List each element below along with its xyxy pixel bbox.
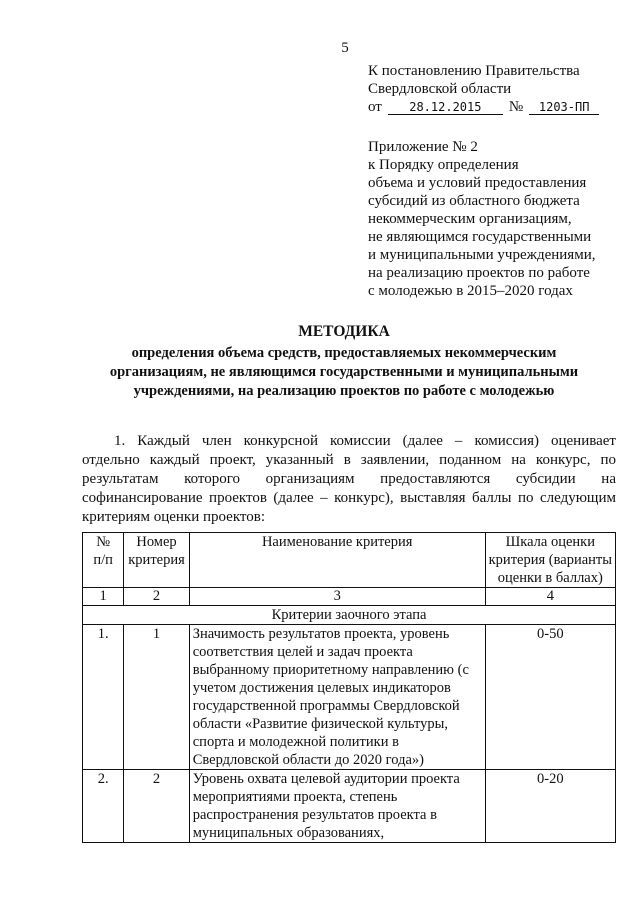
header-text: п/п [93, 552, 113, 568]
criteria-table [82, 532, 616, 843]
name-line: области «Развитие физической культуры, [192, 716, 448, 732]
header-scale [485, 533, 615, 588]
paragraph-line: отдельно каждый проект, указанный в заявлении, поданном на конкурс, по [82, 452, 616, 468]
row-scale: 0-20 [485, 770, 615, 843]
name-line: соответствия целей и задач проекта [192, 644, 413, 660]
subtitle-line: организациям, не являющимся государственными и муниципальными [109, 364, 579, 380]
name-line: спорта и молодежной политики в [192, 734, 399, 750]
approval-line-2: Свердловской области [368, 81, 512, 97]
header-text: № [96, 534, 111, 550]
header-criterion-name [189, 533, 485, 588]
header-criterion-number [124, 533, 189, 588]
document-subtitle [70, 344, 618, 401]
appendix-line: не являющимся государственными [368, 229, 592, 245]
row-num: 2. [83, 770, 124, 843]
subtitle-line: определения объема средств, предоставляемых некоммерческим [131, 345, 557, 361]
row-criterion: 2 [124, 770, 189, 843]
row-criterion-name [189, 625, 485, 770]
appendix-line: с молодежью в 2015–2020 годах [368, 283, 573, 299]
paragraph-line: результатам которого организациям предоставляются субсидии на [82, 471, 616, 487]
appendix-line: некоммерческим организациям, [368, 211, 572, 227]
header-text: критерия (варианты [488, 552, 612, 568]
name-line: Значимость результатов проекта, уровень [192, 626, 450, 642]
appendix-line: к Порядку определения [368, 157, 519, 173]
number-label: № [508, 99, 524, 115]
appendix-block [368, 138, 628, 300]
column-index-row [83, 588, 616, 606]
name-line: государственной программы Свердловской [192, 698, 460, 714]
column-index: 4 [485, 588, 615, 606]
page-number: 5 [341, 40, 349, 56]
section-title: Критерии заочного этапа [83, 606, 616, 625]
name-line: мероприятиями проекта, степень [192, 789, 398, 805]
column-index: 2 [124, 588, 189, 606]
row-criterion-name [189, 770, 485, 843]
appendix-line: и муниципальными учреждениями, [368, 247, 596, 263]
header-text: критерия [128, 552, 185, 568]
table-row [83, 625, 616, 770]
approval-block [368, 62, 628, 116]
header-num [83, 533, 124, 588]
column-index: 1 [83, 588, 124, 606]
appendix-line: субсидий из областного бюджета [368, 193, 580, 209]
row-num: 1. [83, 625, 124, 770]
header-text: Шкала оценки [505, 534, 595, 550]
row-criterion: 1 [124, 625, 189, 770]
appendix-line: Приложение № 2 [368, 139, 478, 155]
section-row [83, 606, 616, 625]
row-scale: 0-50 [485, 625, 615, 770]
header-text: Наименование критерия [261, 534, 413, 550]
name-line: учетом достижения целевых индикаторов [192, 680, 451, 696]
header-text: Номер [136, 534, 177, 550]
name-line: муниципальных образованиях, [192, 825, 385, 841]
paragraph-line: 1. Каждый член конкурсной комиссии (далее – комиссия) оценивает [114, 433, 616, 449]
name-line: Свердловской области до 2020 года») [192, 752, 424, 768]
appendix-line: объема и условий предоставления [368, 175, 587, 191]
resolution-number: 1203-ПП [529, 100, 599, 115]
name-line: выбранному приоритетному направлению (с [192, 662, 469, 678]
approval-date-line [368, 98, 628, 116]
from-label: от [368, 99, 382, 115]
table-header-row [83, 533, 616, 588]
appendix-line: на реализацию проектов по работе [368, 265, 590, 281]
resolution-date: 28.12.2015 [388, 100, 503, 115]
document-title: МЕТОДИКА [298, 323, 390, 340]
subtitle-line: учреждениями, на реализацию проектов по работе с молодежью [133, 383, 555, 399]
header-text: оценки в баллах) [497, 570, 603, 586]
column-index: 3 [189, 588, 485, 606]
approval-line-1: К постановлению Правительства [368, 63, 580, 79]
paragraph-1 [82, 432, 616, 527]
name-line: Уровень охвата целевой аудитории проекта [192, 771, 460, 787]
paragraph-line: софинансирование проектов (далее – конкурс), выставляя баллы по следующим [82, 490, 616, 506]
table-row [83, 770, 616, 843]
name-line: распространения результатов проекта в [192, 807, 437, 823]
paragraph-line: критериям оценки проектов: [82, 509, 266, 525]
